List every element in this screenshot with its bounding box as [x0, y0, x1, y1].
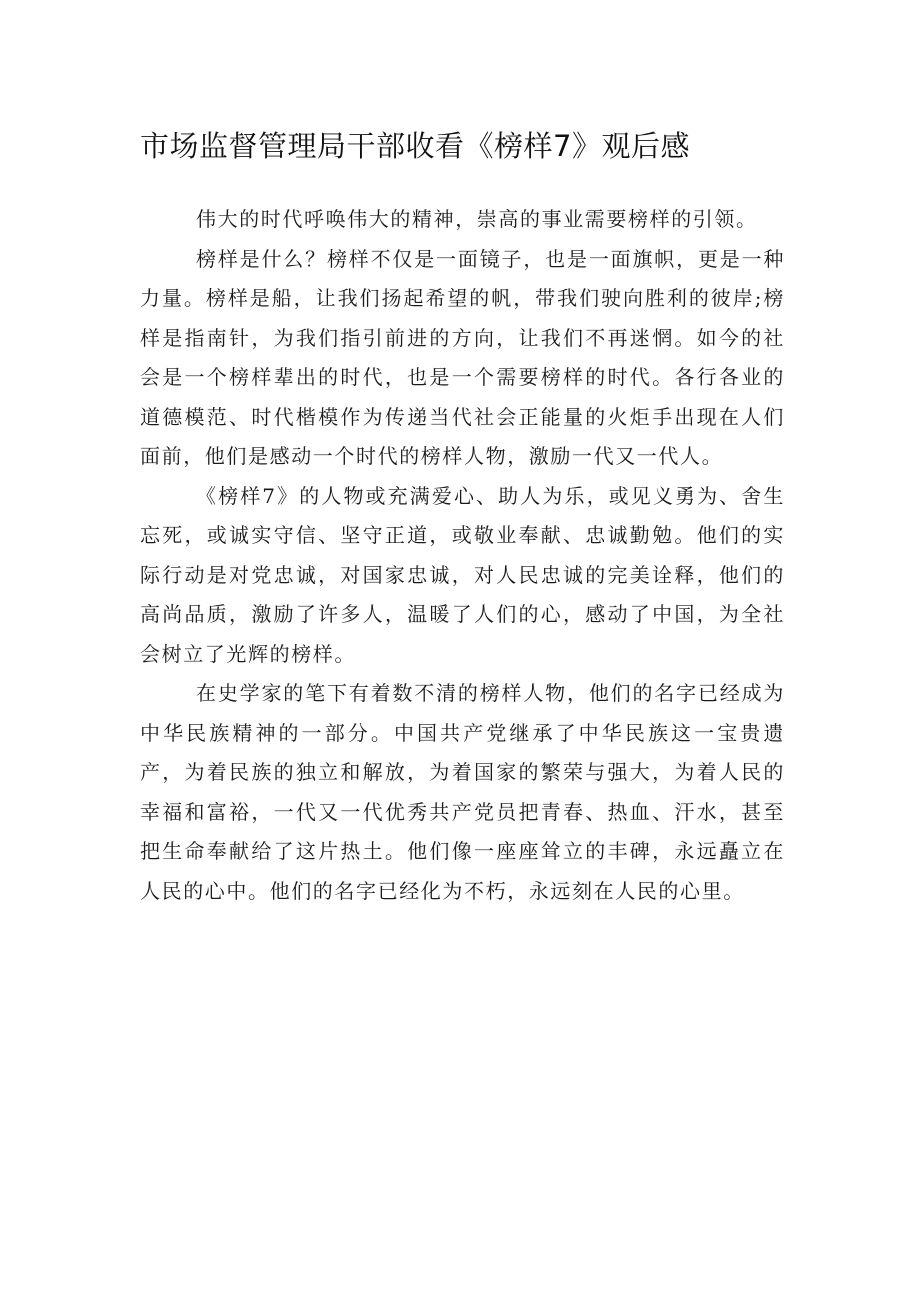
paragraph-role-model-7: 《榜样7》的人物或充满爱心、助人为乐，或见义勇为、舍生忘死，或诚实守信、坚守正道，或敬业奉献、忠诚勤勉。他们的实际行动是对党忠诚，对国家忠诚，对人民忠诚的完美诠释，他们的高尚品质，激励了许多人，温暖了人们的心，感动了中国，为全社会树立了光辉的榜样。: [140, 483, 785, 666]
paragraph-intro: 伟大的时代呼唤伟大的精神，崇高的事业需要榜样的引领。: [196, 207, 758, 231]
paragraph-what-is-role-model: 榜样是什么？榜样不仅是一面镜子，也是一面旗帜，更是一种力量。榜样是船，让我们扬起希望的帆，带我们驶向胜利的彼岸;榜样是指南针，为我们指引前进的方向，让我们不再迷惘。如今的社会是一个榜样辈出的时代，也是一个需要榜样的时代。各行各业的道德模范、时代楷模作为传递当代社会正能量的火炬手出现在人们面前，他们是感动一个时代的榜样人物，激励一代又一代人。: [140, 246, 785, 468]
document-title: 市场监督管理局干部收看《榜样7》观后感: [140, 129, 690, 163]
document-body: [140, 200, 785, 911]
paragraph-history: 在史学家的笔下有着数不清的榜样人物，他们的名字已经成为中华民族精神的一部分。中国共产党继承了中华民族这一宝贵遗产，为着民族的独立和解放，为着国家的繁荣与强大，为着人民的幸福和富裕，一代又一代优秀共产党员把青春、热血、汗水，甚至把生命奉献给了这片热土。他们像一座座耸立的丰碑，永远矗立在人民的心中。他们的名字已经化为不朽，永远刻在人民的心里。: [140, 681, 785, 903]
